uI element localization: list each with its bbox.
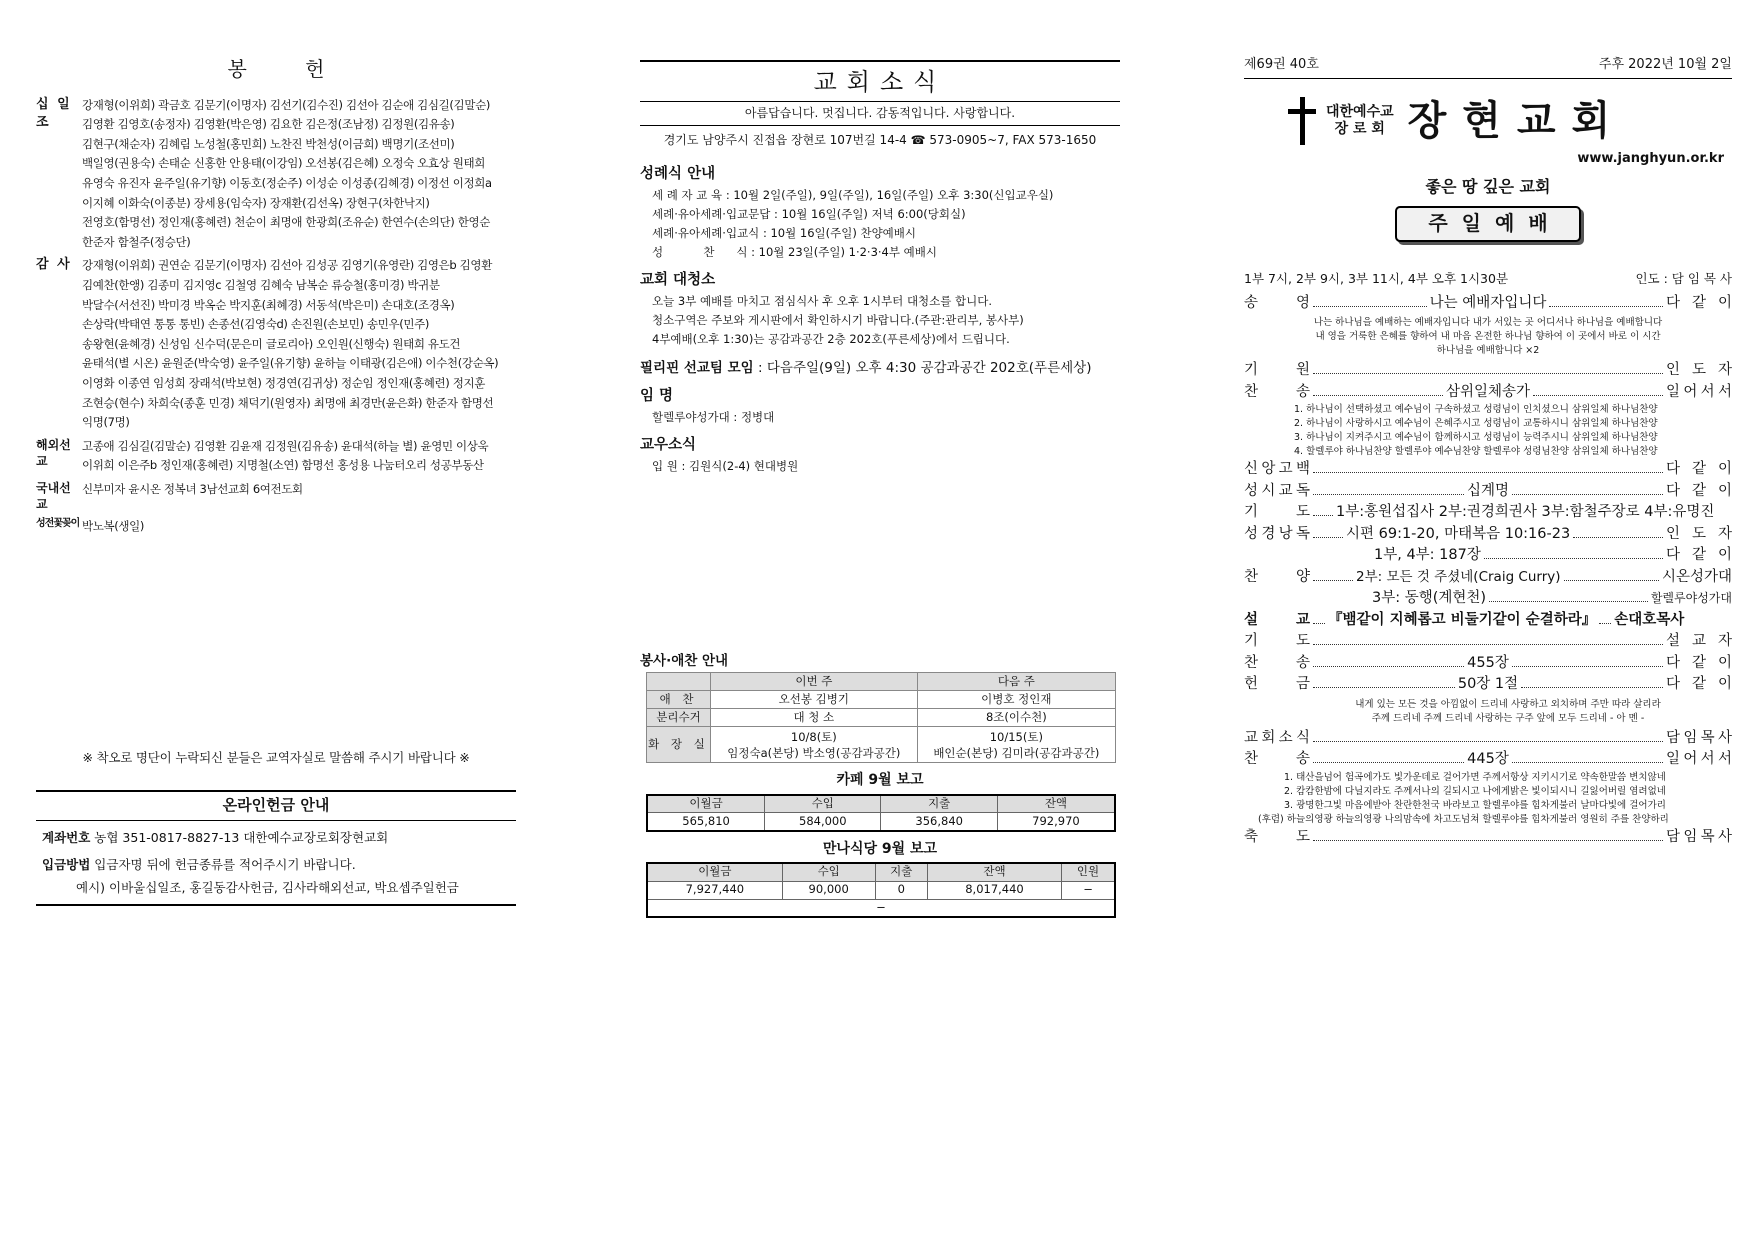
omission-note: ※ 착오로 명단이 누락되신 분들은 교역자실로 말씀해 주시기 바랍니다 ※ [82,749,470,765]
service-times-text: 1부 7시, 2부 9시, 3부 11시, 4부 오후 1시30분 [1244,270,1509,286]
order-item: 삼위일체송가 [1445,383,1531,400]
row-label: 화 장 실 [647,727,711,763]
label-char: 이 [1717,461,1732,478]
label-char: 기 [1244,633,1259,650]
mission-text: : 다음주일(9일) 오후 4:30 공감과공간 202호(푸른세상) [753,360,1092,377]
online-offering-box [36,790,516,906]
table-header: 잔액 [997,795,1115,813]
section-line: 오늘 3부 예배를 마치고 점심식사 후 오후 1시부터 대청소를 합니다. [652,294,993,309]
table-cell: 356,840 [881,813,997,831]
label-char: 이 [1717,654,1732,671]
table-row [647,899,1115,917]
section-line: 입 원 : 김원식(2-4) 현대병원 [652,458,799,473]
denomination-line: 대한예수교 [1326,103,1394,120]
manna-table [646,862,1116,918]
table-cell: 10/15(토) 배인순(본당) 김미라(공감과공간) [917,727,1115,763]
order-item: 1부:홍원섭집사 2부:권경희권사 3부:함철주장로 4부:유명진 [1336,504,1715,521]
order-label [1244,728,1310,750]
table-cell: 584,000 [765,813,881,831]
dot-leader [1521,676,1663,688]
manna-report [640,840,1120,918]
order-label [1244,502,1310,524]
choir-name: 할렐루야성가대 [1650,591,1732,606]
label-char: 교 [1278,482,1293,499]
offering-lyrics: 내게 있는 모든 것을 아낌없이 드리네 사랑하고 외치하며 주만 따라 살리라 주께 드리네 주께 드리네 사랑하는 구주 앞에 모두 드리네 - 아 멘 - [1355,698,1661,724]
order-right [1666,481,1732,503]
section-title: 교회 대청소 [640,272,716,289]
table-cell: 10/8(토) 임정숙a(본당) 박소영(공감과공간) [711,727,918,763]
table-cell: 565,810 [647,813,765,831]
dot-leader [1313,362,1663,374]
table-cell: − [1062,881,1115,899]
table-header: 지출 [881,795,997,813]
row-label: 분리수거 [647,709,711,727]
table-cell: 8조(이수천) [917,709,1115,727]
offering-label: 해외선교 [36,437,71,469]
dot-leader [1313,526,1343,538]
table-header [647,673,711,691]
order-right [1666,293,1732,315]
label-char: 설 [1666,633,1681,650]
dot-leader [1484,547,1663,559]
offering-names: 강재형(이위희) 권연순 김문기(이명자) 김선아 김성공 김영기(유영란) 김영은b 김영환 김예찬(한앵) 김종미 김지영c 김철영 김혜숙 남복순 류승철(홍미경) 박귀분 박달수(서선진) 박미경 박옥순 박지훈(최혜경) 서동석(박은미) 손대호(조경옥) 손상락(박태연 통통 통빈) 손종선(김영숙d) 손진원(손보민) 송민우(민주) 송왕현(윤혜경) 신성임 신수덕(문은미 글로리아) 오인원(신행숙) 원태희 유도건 윤태석(별 시온) 윤원준(박숙영) 윤주일(유기향) 윤하늘 이태광(김은애) 이수천(강순옥) 이영화 이종연 임성희 장래석(박보현) 정경연(김귀상) 정순임 정인재(홍혜련) 정지훈 조현승(현수) 차희숙(종훈 민경) 채덕기(원영자) 최명애 최경만(윤은화) 한준자 함명선 익명(7명) [82,258,499,430]
news-title: 교회소식 [813,68,947,96]
label-char: 성 [1244,482,1259,499]
offering-label: 성전꽃꽂이 [36,517,80,529]
table-header: 잔액 [927,863,1061,881]
order-row [1244,588,1732,610]
section-line: 세 례 자 교 육 : 10월 2일(주일), 9일(주일), 16일(주일) 오후 3:30(신입교우실) [652,188,1054,203]
order-row [1244,481,1732,503]
hymn-line: 2. 하나님이 사랑하시고 예수님이 은혜주시고 성령님이 교통하시니 삼위일체 하나님찬양 [1294,418,1658,430]
table-row [647,813,1115,831]
order-right [1666,653,1732,675]
order-right [1666,749,1732,771]
dot-leader [1313,384,1443,396]
issue-date: 주후 2022년 10월 2일 [1598,57,1732,72]
dot-leader [1564,569,1659,581]
table-row [647,881,1115,899]
table-header: 수입 [782,863,875,881]
label-char: 축 [1244,828,1259,845]
table-header: 지출 [875,863,927,881]
order-right [1666,728,1732,750]
order-row [1244,653,1732,675]
order-item: 445장 [1467,751,1509,768]
hymn-line: 1. 하나님이 선택하셨고 예수님이 구속하셨고 성령님이 인치셨으니 삼위일체 하나님찬양 [1294,404,1658,416]
table-header: 이번 주 [711,673,918,691]
label-char: 송 [1244,294,1259,311]
label-char: 소 [1278,729,1293,746]
label-char: 교 [1244,729,1259,746]
mission-meeting [640,359,1120,378]
order-row [1244,293,1732,315]
order-item: 십계명 [1466,482,1510,499]
label-char: 원 [1295,362,1310,379]
label-char: 성 [1244,525,1259,542]
label-char: 도 [1295,504,1310,521]
service-times [1244,270,1732,287]
hymn-lyrics [1244,771,1732,827]
order-row [1244,382,1732,404]
label-char: 송 [1295,654,1310,671]
label-char: 헌 [1244,676,1259,693]
church-motto: 좋은 땅 깊은 교회 [1425,177,1551,197]
section-title: 성례식 안내 [640,166,716,183]
label-char: 도 [1691,362,1706,379]
label-char: 어 [1683,383,1698,400]
offering-names: 박노복(생일) [82,518,145,533]
label-char: 자 [1717,525,1732,542]
section-title: 임 명 [640,387,674,404]
dot-leader [1549,295,1663,307]
section-line: 세례·유아세례·입교문답 : 10월 16일(주일) 저녁 6:00(당회실) [652,207,966,222]
dot-leader [1313,829,1663,841]
section-line: 세례·유아세례·입교식 : 10월 16일(주일) 찬양예배시 [652,226,917,241]
table-header-row [647,795,1115,813]
label-char: 임 [1683,729,1698,746]
order-label [1244,293,1310,315]
cleaning-section [640,270,1120,349]
order-item: 1부, 4부: 187장 [1374,547,1481,564]
label-char: 사 [1717,828,1732,845]
news-header [640,60,1120,126]
song-lyrics: 나는 하나님을 예배하는 예배자입니다 내가 서있는 곳 어디서나 하나님을 예배합니다 내 영을 거룩한 은혜를 향하여 내 마음 온전한 하나님 향하여 이 곳에서 바로 이 시간 하나님을 예배합니다 ×2 [1313,317,1663,357]
order-label [1244,360,1310,382]
table-header: 이월금 [647,795,765,813]
church-address: 경기도 남양주시 진접읍 장현로 107번길 14-4 ☎ 573-0905~7, FAX 573-1650 [663,132,1097,147]
label-char: 다 [1666,676,1681,693]
order-right [1666,674,1732,696]
denomination-line: 장 로 회 [1334,120,1385,137]
label-char: 목 [1700,828,1715,845]
service-leader: 인도 : 담 임 목 사 [1635,270,1732,286]
label-char: 독 [1295,482,1310,499]
label-char: 같 [1691,676,1706,693]
dot-leader [1512,483,1663,495]
label-char: 인 [1666,525,1681,542]
label-char: 교 [1691,633,1706,650]
method-label: 입금방법 [42,856,91,872]
table-row [647,709,1116,727]
dot-leader [1599,612,1611,624]
order-row [1244,610,1732,632]
table-cell: 오선봉 김병기 [711,691,918,709]
section-line: 청소구역은 주보와 게시판에서 확인하시기 바랍니다.(주관:관리부, 봉사부) [652,313,1024,328]
label-char: 이 [1717,482,1732,499]
offering-overseas [36,437,516,476]
cafe-report [640,771,1120,831]
label-char: 고 [1278,461,1293,478]
label-char: 다 [1666,294,1681,311]
order-row [1244,524,1732,546]
table-row [647,727,1116,763]
table-header: 인원 [1062,863,1115,881]
label-char: 같 [1691,482,1706,499]
label-char: 송 [1295,383,1310,400]
order-row [1244,567,1732,589]
dot-leader [1512,655,1663,667]
table-cell: 8,017,440 [927,881,1061,899]
label-char: 찬 [1244,568,1259,585]
label-char: 신 [1244,461,1259,478]
order-label [1244,524,1310,546]
order-label [1244,749,1310,771]
label-char: 인 [1666,362,1681,379]
order-label [1244,631,1310,653]
label-char: 자 [1717,362,1732,379]
label-char: 목 [1700,729,1715,746]
label-char: 같 [1691,547,1706,564]
method-row [36,854,516,879]
church-url[interactable]: www.janghyun.or.kr [1577,151,1724,167]
offering-label: 국내선교 [36,480,71,512]
method-text: 입금자명 뒤에 헌금종류를 적어주시기 바랍니다. [94,856,356,872]
table-row [647,691,1116,709]
order-label [1244,481,1310,503]
label-char: 다 [1666,654,1681,671]
denomination [1326,104,1394,138]
service-table-block [640,652,1120,764]
label-char: 담 [1666,729,1681,746]
label-char: 서 [1700,383,1715,400]
order-right [1666,459,1732,481]
label-char: 교 [1295,611,1310,628]
label-char: 이 [1717,294,1732,311]
label-char: 낭 [1278,525,1293,542]
label-char: 같 [1691,654,1706,671]
label-char: 이 [1717,676,1732,693]
table-cell: 7,927,440 [647,881,782,899]
issue-bar [1244,56,1732,79]
cafe-table [646,794,1116,832]
order-item: 나는 예배자입니다 [1429,294,1547,311]
label-char: 도 [1691,525,1706,542]
order-row [1244,360,1732,382]
order-label [1244,567,1310,589]
label-char: 일 [1666,751,1681,768]
offering-domestic [36,480,516,513]
order-right [1666,827,1732,849]
hymn-line: 4. 할렐루야 하나님찬양 할렐루야 예수님찬양 할렐루야 성령님찬양 삼위일체 하나님찬양 [1294,446,1658,458]
label-char: 같 [1692,294,1707,311]
table-cell: 792,970 [997,813,1115,831]
order-row [1244,827,1732,849]
dot-leader [1512,751,1663,763]
service-table [646,672,1116,763]
account-row [36,821,516,854]
offering-label: 십 일 조 [36,96,72,130]
order-of-worship [1244,293,1732,849]
order-label [1244,459,1310,481]
order-right [1666,631,1732,653]
table-cell: 0 [875,881,927,899]
order-row [1244,502,1732,524]
hymn-line: 3. 하나님이 지켜주시고 예수님이 함께하시고 성령님이 능력주시니 삼위일체 하나님찬양 [1294,432,1658,444]
label-char: 사 [1717,729,1732,746]
church-logo [1244,93,1732,148]
account-number: 농협 351-0817-8827-13 대한예수교장로회장현교회 [94,829,389,845]
dot-leader [1573,526,1663,538]
preacher: 손대호목사 [1614,611,1685,628]
table-cell: 90,000 [782,881,875,899]
news-column [640,0,1120,1240]
order-label [1244,610,1310,632]
offering-title: 봉 헌 [227,57,351,81]
cafe-report-title: 카페 9월 보고 [836,772,924,789]
row-label: 애 찬 [647,691,711,709]
label-char: 서 [1718,383,1733,400]
table-header: 다음 주 [917,673,1115,691]
section-line: 4부예배(오후 1:30)는 공감과공간 2층 202호(푸른세상)에서 드립니다. [652,332,1010,347]
table-header: 이월금 [647,863,782,881]
label-char: 송 [1295,751,1310,768]
offering-names: 강재형(이위희) 곽금호 김문기(이명자) 김선기(김수진) 김선아 김순애 김심길(김말순) 김영환 김영호(송정자) 김영환(박은영) 김요한 김은정(조남정) 김정원(김유송) 김현구(채순자) 김혜림 노성철(홍민희) 노찬진 박천성(이금희) 백명기(조선미) 백일영(권용숙) 손태순 신홍한 안용태(이강임) 오선봉(김은혜) 오정숙 오효상 원태희 유영숙 유진자 윤주일(유기향) 이동호(정순주) 이성순 이성종(김혜경) 이정선 이정희a 이지혜 이화숙(이종분) 장세용(임숙자) 장재환(김선옥) 장현구(차한낙지) 전영호(함명선) 정인재(홍혜련) 천순이 최명애 한광희(조유순) 한연수(손의단) 한영순 한준자 함철주(정승단) [82,97,492,249]
dot-leader [1313,730,1663,742]
order-row [1244,459,1732,481]
table-cell: − [647,899,1115,917]
order-right [1666,545,1732,567]
label-char: 찬 [1244,383,1259,400]
choir-name: 시온성가대 [1661,568,1732,585]
account-label: 계좌번호 [42,829,91,845]
table-header-row [647,863,1115,881]
order-item: 시편 69:1-20, 마태복음 10:16-23 [1346,525,1571,542]
order-row [1244,631,1732,653]
issue-number: 제69권 40호 [1244,57,1319,72]
label-char: 금 [1295,676,1310,693]
sermon-title: 『뱀같이 지혜롭고 비둘기같이 순결하라』 [1328,611,1597,628]
dot-leader [1533,384,1663,396]
order-label [1244,382,1310,404]
label-char: 다 [1666,482,1681,499]
dot-leader [1313,633,1663,645]
label-char: 자 [1717,633,1732,650]
hymn-line: 1. 태산을넘어 험곡에가도 빛가운데로 걸어가면 주께서항상 지키시기로 약속한말씀 변치않네 [1284,771,1666,783]
label-char: 다 [1666,461,1681,478]
worship-column [1244,0,1732,1240]
order-item: 50장 1절 [1457,676,1519,693]
dot-leader [1313,751,1464,763]
label-char: 일 [1666,383,1681,400]
table-cell: 이병호 정인재 [917,691,1115,709]
section-title: 교우소식 [640,436,697,453]
church-name: 장현교회 [1407,96,1627,144]
order-label [1244,827,1310,849]
order-label [1244,674,1310,696]
hymn-line: 3. 광명한그빛 마음에받아 찬란한천국 바라보고 할렐루야를 힘차게불러 날마다빛에 걸어가리 [1284,799,1666,811]
offering-names: 고종애 김심길(김말순) 김영환 김윤재 김정원(김유송) 윤대석(하늘 별) 윤영민 이상욱 이위희 이은주b 정인재(홍혜련) 지명철(소연) 함명선 홍성용 나눔터오리 성공부동산 [82,438,489,473]
order-item: 2부: 모든 것 주셨네(Craig Curry) [1356,568,1561,585]
order-label [1244,653,1310,675]
offering-names: 신부미자 윤시온 정복녀 3남선교회 6여전도회 [82,481,303,496]
label-char: 시 [1261,482,1276,499]
news-slogan: 아름답습니다. 멋집니다. 감동적입니다. 사랑합니다. [640,101,1120,125]
dot-leader [1313,461,1663,473]
dot-leader [1489,590,1648,602]
order-item: 3부: 동행(계현천) [1372,590,1487,607]
label-char: 찬 [1244,751,1259,768]
label-char: 영 [1295,294,1310,311]
order-item: 455장 [1467,654,1509,671]
label-char: 경 [1261,525,1276,542]
label-char: 임 [1683,828,1698,845]
offering-column [36,0,516,1240]
order-right [1666,360,1732,382]
method-example: 예시) 이바울십일조, 홍길동감사헌금, 김사라해외선교, 박요셉주일헌금 [76,880,459,895]
dot-leader [1313,483,1464,495]
mission-label: 필리핀 선교팀 모임 [640,360,754,377]
hymn-lyrics [1244,403,1732,459]
section-line: 할렐루야성가대 : 정병대 [652,409,775,424]
label-char: 양 [1295,568,1310,585]
manna-report-title: 만나식당 9월 보고 [822,840,938,857]
table-cell: 대 청 소 [711,709,918,727]
dot-leader [1313,676,1455,688]
offering-tithe [36,96,516,253]
label-char: 설 [1244,611,1259,628]
label-char: 담 [1666,828,1681,845]
order-row [1244,728,1732,750]
label-char: 다 [1666,547,1681,564]
label-char: 회 [1261,729,1276,746]
table-header-row [647,673,1116,691]
hymn-line: (후렴) 하늘의영광 하늘의영광 나의맘속에 차고도넘쳐 할렐루야를 힘차게불러 영원히 주를 찬양하리 [1258,813,1669,825]
offering-list [36,96,516,537]
label-char: 기 [1244,504,1259,521]
dot-leader [1313,612,1325,624]
label-char: 이 [1717,547,1732,564]
label-char: 백 [1295,461,1310,478]
worship-title: 주일예배 [1395,206,1581,242]
label-char: 도 [1295,828,1310,845]
offering-flowers [36,517,516,537]
offering-thanks [36,256,516,432]
dot-leader [1313,295,1427,307]
dot-leader [1313,655,1464,667]
order-right [1666,382,1732,404]
label-char: 기 [1244,362,1259,379]
hymn-line: 2. 캄캄한밤에 다닐지라도 주께서나의 길되시고 나에게밝은 빛이되시니 길잃어버릴 염려없네 [1284,785,1666,797]
order-row [1244,545,1732,567]
label-char: 어 [1683,751,1698,768]
service-table-title: 봉사·애찬 안내 [640,652,729,669]
label-char: 같 [1691,461,1706,478]
label-char: 도 [1295,633,1310,650]
section-line: 성 찬 식 : 10월 23일(주일) 1·2·3·4부 예배시 [652,245,937,260]
label-char: 식 [1295,729,1310,746]
dot-leader [1313,569,1353,581]
table-header: 수입 [765,795,881,813]
label-char: 독 [1295,525,1310,542]
order-right [1666,524,1732,546]
online-offering-title: 온라인헌금 안내 [36,792,516,821]
dot-leader [1313,504,1333,516]
order-row [1244,674,1732,696]
label-char: 서 [1700,751,1715,768]
appointment-section [640,386,1120,427]
sacrament-section [640,164,1120,262]
member-news-section [640,435,1120,476]
label-char: 서 [1717,751,1732,768]
offering-label: 감 사 [36,257,72,273]
order-row [1244,749,1732,771]
label-char: 앙 [1261,461,1276,478]
cross-icon [1288,97,1316,145]
label-char: 찬 [1244,654,1259,671]
